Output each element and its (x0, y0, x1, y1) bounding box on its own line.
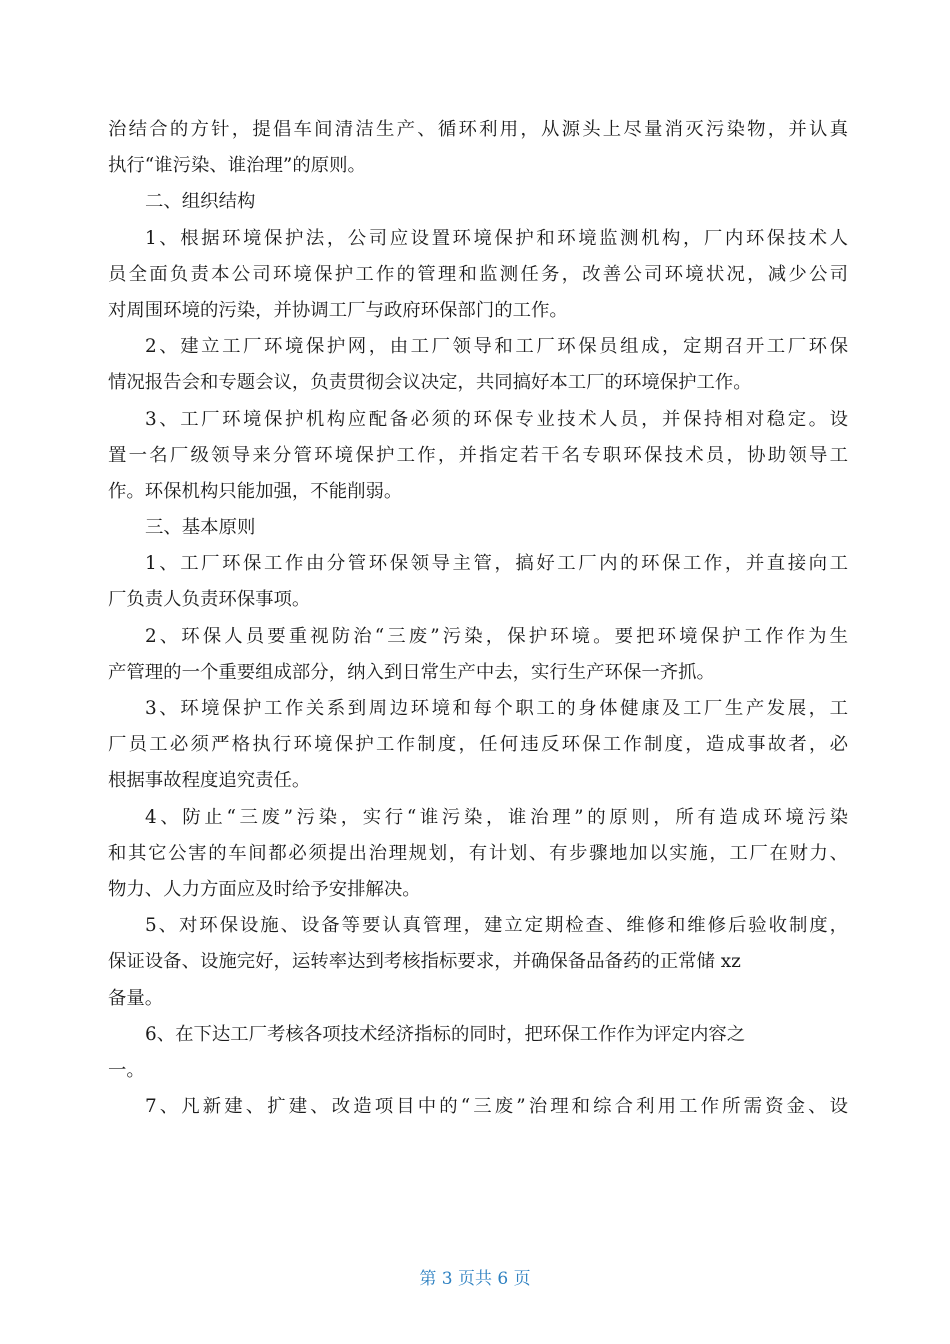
text-line: 对周围环境的污染，并协调工厂与政府环保部门的工作。 (108, 299, 568, 321)
text-line: 执行“谁污染、谁治理”的原则。 (108, 155, 366, 177)
page-number: 第 3 页共 6 页 (419, 1269, 531, 1289)
section-heading: 二、组织结构 (145, 191, 256, 213)
text-line: 作。环保机构只能加强，不能削弱。 (108, 480, 403, 502)
text-line: 保证设备、设施完好，运转率达到考核指标要求，并确保备品备药的正常储 xz (108, 951, 741, 973)
text-line: 4、防止“三废”污染，实行“谁污染，谁治理”的原则，所有造成环境污染 (145, 806, 848, 828)
text-line: 员全面负责本公司环境保护工作的管理和监测任务，改善公司环境状况，减少公司 (108, 263, 848, 285)
text-line: 2、环保人员要重视防治“三废”污染，保护环境。要把环境保护工作作为生 (145, 625, 848, 647)
text-line: 厂负责人负责环保事项。 (108, 589, 311, 611)
text-line: 1、工厂环保工作由分管环保领导主管，搞好工厂内的环保工作，并直接向工 (145, 553, 848, 575)
text-line: 物力、人力方面应及时给予安排解决。 (108, 878, 421, 900)
text-line: 3、环境保护工作关系到周边环境和每个职工的身体健康及工厂生产发展，工 (145, 698, 848, 719)
text-line: 备量。 (108, 987, 164, 1009)
text-line: 和其它公害的车间都必须提出治理规划，有计划、有步骤地加以实施，工厂在财力、 (108, 842, 848, 864)
text-line: 一。 (108, 1059, 145, 1081)
text-line: 置一名厂级领导来分管环境保护工作，并指定若干名专职环保技术员，协助领导工 (108, 444, 848, 466)
text-line: 1、根据环境保护法，公司应设置环境保护和环境监测机构，厂内环保技术人 (145, 227, 848, 249)
text-line: 3、工厂环境保护机构应配备必须的环保专业技术人员，并保持相对稳定。设 (145, 408, 848, 430)
text-line: 7、凡新建、扩建、改造项目中的“三废”治理和综合利用工作所需资金、设 (145, 1096, 848, 1118)
text-line: 产管理的一个重要组成部分，纳入到日常生产中去，实行生产环保一齐抓。 (108, 661, 715, 683)
text-line: 5、对环保设施、设备等要认真管理，建立定期检查、维修和维修后验收制度， (145, 915, 848, 937)
text-line: 治结合的方针，提倡车间清洁生产、循环利用，从源头上尽量消灭污染物，并认真 (108, 119, 848, 140)
text-line: 2、建立工厂环境保护网，由工厂领导和工厂环保员组成，定期召开工厂环保 (145, 336, 848, 358)
document-body (108, 112, 848, 1125)
section-heading: 三、基本原则 (145, 517, 256, 539)
text-line: 根据事故程度追究责任。 (108, 770, 311, 792)
text-line: 厂员工必须严格执行环境保护工作制度，任何违反环保工作制度，造成事故者，必 (108, 734, 848, 756)
text-line: 情况报告会和专题会议，负责贯彻会议决定，共同搞好本工厂的环境保护工作。 (108, 372, 752, 394)
text-line: 6、在下达工厂考核各项技术经济指标的同时，把环保工作作为评定内容之 (145, 1023, 746, 1045)
